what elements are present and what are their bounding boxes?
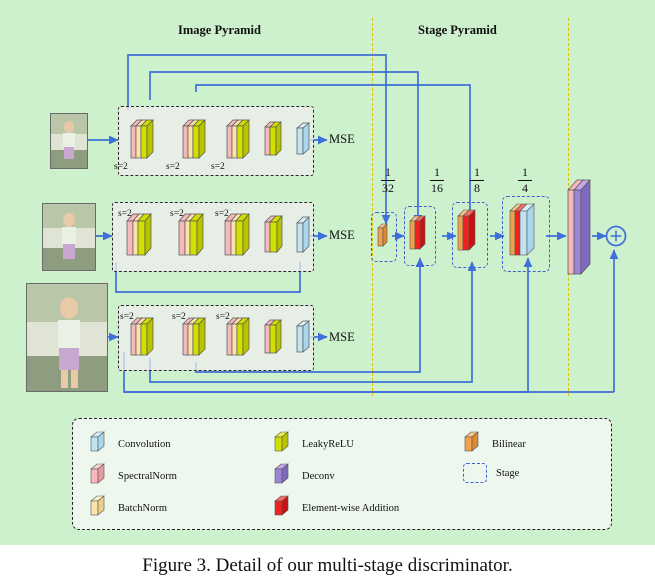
scale-numerator: 1 — [474, 165, 480, 179]
legend-label: BatchNorm — [118, 503, 167, 514]
header-image-pyramid: Image Pyramid — [178, 23, 261, 37]
conv-stack-2-3 — [222, 212, 252, 260]
legend-item-stage — [463, 463, 519, 483]
stride-label-2-3: s=2 — [215, 209, 229, 219]
conv-stack-2-4 — [262, 214, 286, 258]
legend-item-batchnorm — [89, 495, 167, 522]
stage-block-1-32 — [376, 222, 392, 252]
conv-stack-1-1 — [128, 118, 156, 162]
legend-item-leakyrelu — [273, 431, 354, 458]
scale-numerator: 1 — [385, 165, 391, 179]
scale-denominator: 16 — [431, 180, 443, 195]
legend-label: Bilinear — [492, 439, 526, 450]
output-conv-3 — [294, 320, 314, 356]
output-conv-1 — [294, 122, 314, 158]
scale-denominator: 8 — [474, 180, 480, 195]
stride-label-1-2: s=2 — [166, 162, 180, 172]
scale-label-1-32 — [381, 166, 395, 194]
stride-label-1-3: s=2 — [211, 162, 225, 172]
stride-label-2-1: s=2 — [118, 209, 132, 219]
conv-stack-3-4 — [262, 318, 284, 358]
scale-label-1-8 — [470, 166, 484, 194]
conv-stack-2-1 — [124, 212, 154, 260]
stride-label-3-2: s=2 — [172, 312, 186, 322]
legend-item-spectralnorm — [89, 463, 177, 490]
legend-label: SpectralNorm — [118, 471, 177, 482]
scale-denominator: 32 — [382, 180, 394, 195]
spectralnorm-icon — [89, 463, 109, 490]
deconv-icon — [273, 463, 293, 490]
bilinear-icon — [463, 431, 483, 458]
stride-label-3-3: s=2 — [216, 312, 230, 322]
legend-label: Stage — [496, 467, 520, 479]
mse-label-2: MSE — [329, 228, 355, 242]
scale-numerator: 1 — [522, 165, 528, 179]
mse-label-3: MSE — [329, 330, 355, 344]
conv-stack-3-3 — [224, 316, 252, 360]
stage-dashed-box-icon — [463, 463, 487, 483]
stride-label-3-1: s=2 — [120, 312, 134, 322]
conv-stack-3-2 — [180, 316, 208, 360]
legend-label: Deconv — [302, 471, 335, 482]
final-output-stack — [566, 178, 596, 288]
scale-denominator: 4 — [522, 180, 528, 195]
header-stage-pyramid: Stage Pyramid — [418, 23, 497, 37]
legend-item-bilinear — [463, 431, 526, 458]
scale-label-1-16 — [430, 166, 444, 194]
stage-block-1-8 — [456, 208, 482, 260]
legend-item-convolution — [89, 431, 171, 458]
figure-caption: Figure 3. Detail of our multi-stage discriminator. — [0, 546, 655, 585]
legend-item-addition — [273, 495, 399, 522]
conv-stack-3-1 — [128, 316, 156, 360]
legend-label: Convolution — [118, 439, 171, 450]
legend-label: LeakyReLU — [302, 439, 354, 450]
leakyrelu-icon — [273, 431, 293, 458]
legend-box — [72, 418, 612, 530]
output-conv-2 — [294, 216, 314, 256]
batchnorm-icon — [89, 495, 109, 522]
input-image-large — [26, 283, 108, 392]
legend-label: Element-wise Addition — [302, 503, 400, 514]
legend-item-deconv — [273, 463, 335, 490]
input-image-medium — [42, 203, 96, 271]
addition-icon — [273, 495, 293, 522]
mse-label-1: MSE — [329, 132, 355, 146]
stage-block-1-4 — [508, 202, 544, 266]
convolution-icon — [89, 431, 109, 458]
conv-stack-1-4 — [262, 120, 284, 160]
stage-block-1-16 — [408, 214, 430, 258]
conv-stack-2-2 — [176, 212, 206, 260]
input-image-small — [50, 113, 88, 169]
scale-numerator: 1 — [434, 165, 440, 179]
conv-stack-1-3 — [224, 118, 252, 162]
stride-label-2-2: s=2 — [170, 209, 184, 219]
stride-label-1-1: s=2 — [114, 162, 128, 172]
sum-node — [607, 227, 626, 246]
scale-label-1-4 — [518, 166, 532, 194]
conv-stack-1-2 — [180, 118, 208, 162]
